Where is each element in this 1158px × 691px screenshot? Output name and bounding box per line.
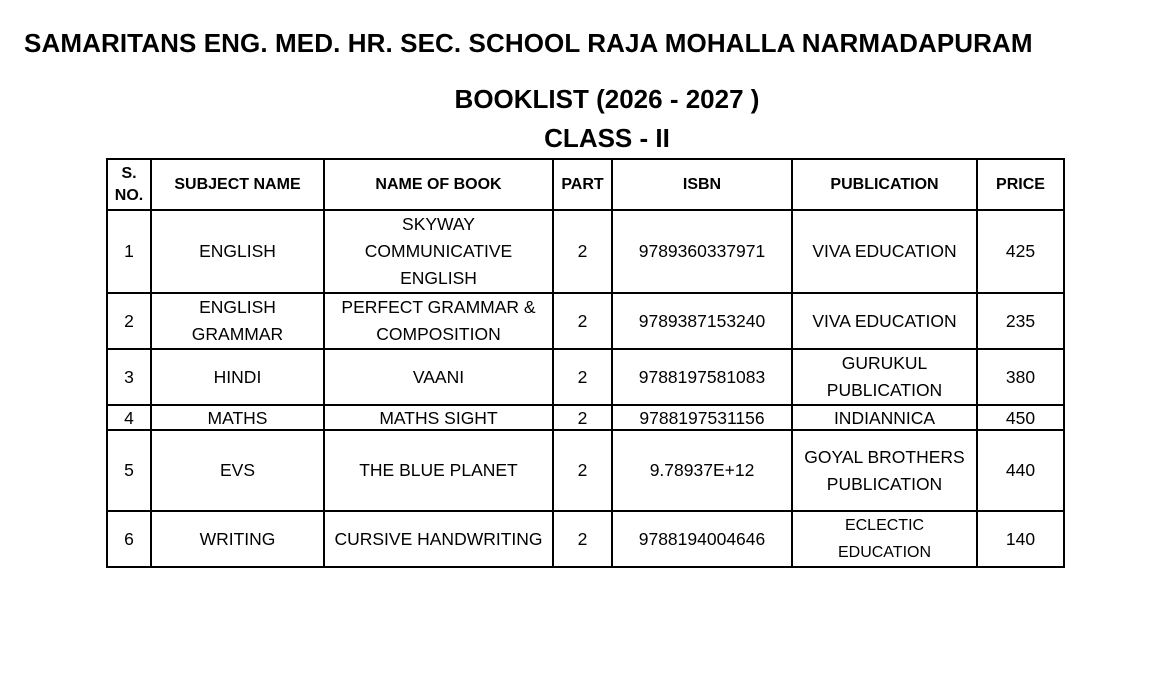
booklist-title: BOOKLIST (2026 - 2027 ) [454,84,760,114]
cell-price: 140 [977,511,1064,567]
cell-isbn: 9788197581083 [612,349,792,405]
column-header-subject: SUBJECT NAME [151,159,324,210]
cell-subject: EVS [151,430,324,511]
column-header-publication: PUBLICATION [792,159,977,210]
booklist-table [106,158,1065,568]
column-header-book: NAME OF BOOK [324,159,553,210]
cell-sno: 6 [107,511,151,567]
cell-subject: ENGLISH [151,210,324,293]
cell-publication: VIVA EDUCATION [792,210,977,293]
cell-price: 440 [977,430,1064,511]
table-row [107,430,1064,511]
cell-subject: WRITING [151,511,324,567]
cell-part: 2 [553,511,612,567]
cell-sno: 1 [107,210,151,293]
column-header-part: PART [553,159,612,210]
cell-isbn: 9.78937E+12 [612,430,792,511]
cell-price: 450 [977,405,1064,430]
cell-sno: 4 [107,405,151,430]
cell-price: 425 [977,210,1064,293]
cell-part: 2 [553,293,612,349]
column-header-price: PRICE [977,159,1064,210]
column-header-isbn: ISBN [612,159,792,210]
school-name: SAMARITANS ENG. MED. HR. SEC. SCHOOL RAJA MOHALLA NARMADAPURAM [24,28,1033,58]
cell-book: MATHS SIGHT [324,405,553,430]
cell-subject: MATHS [151,405,324,430]
cell-publication: ECLECTIC EDUCATION [792,511,977,567]
table-header-row [107,159,1064,210]
cell-part: 2 [553,405,612,430]
cell-book: THE BLUE PLANET [324,430,553,511]
cell-isbn: 9788194004646 [612,511,792,567]
cell-book: PERFECT GRAMMAR & COMPOSITION [324,293,553,349]
table-row [107,405,1064,430]
cell-sno: 2 [107,293,151,349]
cell-publication: INDIANNICA [792,405,977,430]
cell-sno: 3 [107,349,151,405]
table-row [107,293,1064,349]
cell-subject: HINDI [151,349,324,405]
cell-book: VAANI [324,349,553,405]
cell-subject: ENGLISH GRAMMAR [151,293,324,349]
table-row [107,349,1064,405]
cell-publication: GURUKUL PUBLICATION [792,349,977,405]
cell-price: 380 [977,349,1064,405]
cell-publication: VIVA EDUCATION [792,293,977,349]
cell-isbn: 9788197531156 [612,405,792,430]
cell-book: CURSIVE HANDWRITING [324,511,553,567]
cell-isbn: 9789360337971 [612,210,792,293]
cell-isbn: 9789387153240 [612,293,792,349]
class-title: CLASS - II [544,123,670,153]
cell-book: SKYWAY COMMUNICATIVE ENGLISH [324,210,553,293]
cell-publication: GOYAL BROTHERS PUBLICATION [792,430,977,511]
cell-price: 235 [977,293,1064,349]
cell-part: 2 [553,210,612,293]
cell-part: 2 [553,349,612,405]
cell-part: 2 [553,430,612,511]
cell-sno: 5 [107,430,151,511]
column-header-sno: S. NO. [107,159,151,210]
table-row [107,511,1064,567]
table-row [107,210,1064,293]
